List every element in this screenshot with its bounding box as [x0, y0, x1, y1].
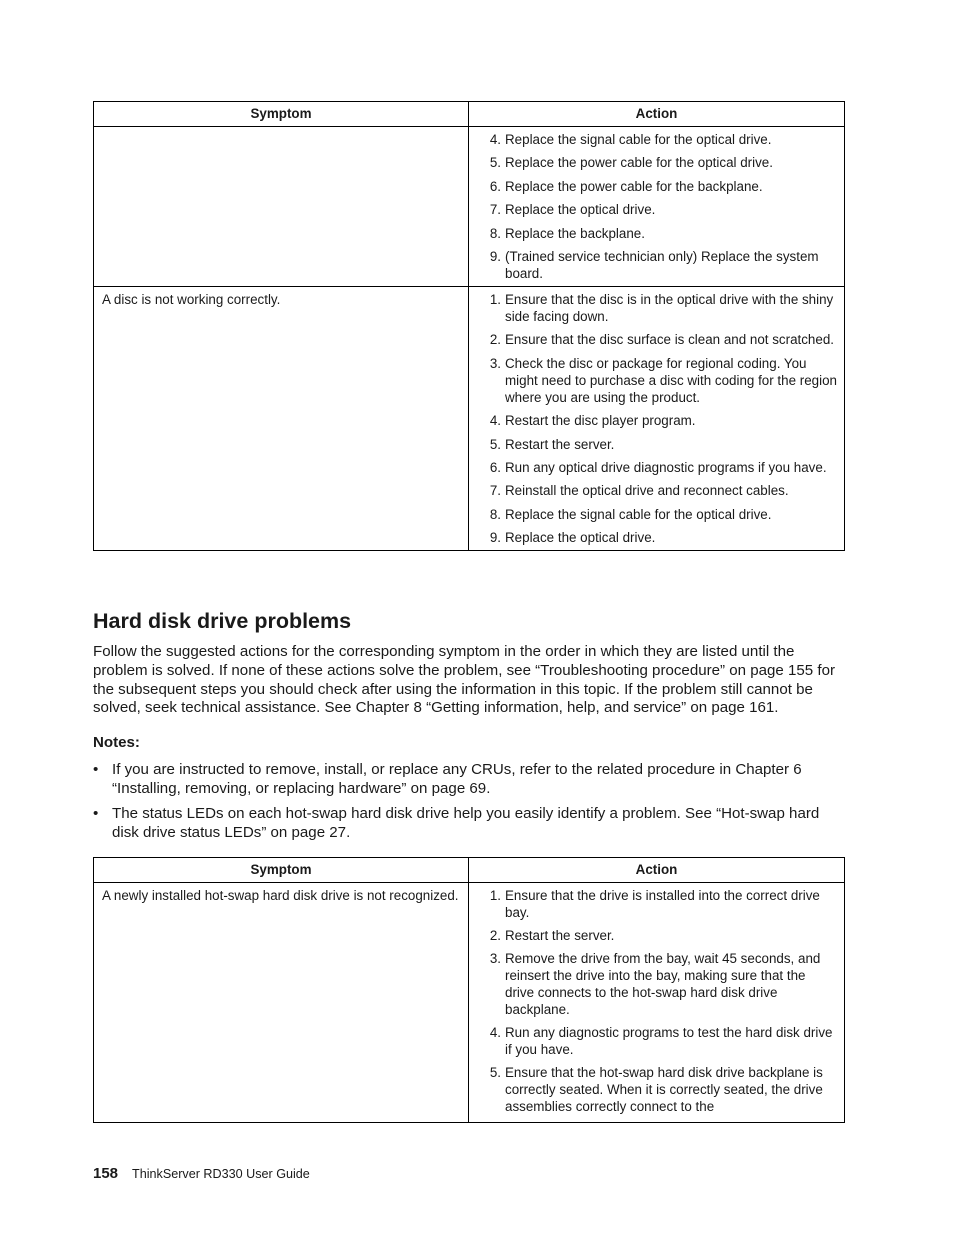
step-text: Reinstall the optical drive and reconnect cables.: [505, 483, 789, 499]
action-step: [475, 1024, 838, 1058]
notes-heading: Notes:: [93, 734, 140, 751]
step-text: Replace the power cable for the backplane.: [505, 178, 763, 194]
note-text: If you are instructed to remove, install, or replace any CRUs, refer to the related procedure in Chapter 6 “Installing, removing, or replacing hardware” on page 69.: [112, 761, 802, 797]
table-row: [94, 883, 845, 1123]
step-number: 8.: [489, 506, 501, 522]
action-step: [475, 355, 838, 406]
step-text: Replace the signal cable for the optical drive.: [505, 132, 772, 147]
step-text: Restart the server.: [505, 436, 615, 452]
bullet-icon: •: [93, 761, 99, 778]
step-number: 5.: [489, 1065, 501, 1080]
troubleshooting-table-hard-disk: [93, 857, 845, 1123]
symptom-cell: A newly installed hot-swap hard disk drive is not recognized.: [94, 883, 469, 1123]
step-number: 9.: [489, 530, 501, 546]
step-text: Remove the drive from the bay, wait 45 seconds, and reinsert the drive into the bay, making sure that the drive connects to the hot-swap hard disk drive backplane.: [505, 951, 821, 1017]
bullet-icon: •: [93, 804, 99, 822]
step-text: Replace the optical drive.: [505, 202, 656, 218]
step-text: Replace the signal cable for the optical drive.: [505, 506, 772, 522]
step-number: 3.: [489, 951, 501, 966]
action-steps: [475, 291, 838, 546]
action-step: [475, 459, 838, 476]
step-number: 6.: [489, 459, 501, 475]
step-text: Ensure that the disc surface is clean and not scratched.: [505, 332, 834, 348]
action-cell: [469, 883, 845, 1123]
action-step: [475, 950, 838, 1018]
page-number: 158: [93, 1165, 119, 1182]
action-step: [475, 529, 838, 546]
step-number: 2.: [489, 332, 501, 348]
step-number: 6.: [489, 178, 501, 194]
action-step: [475, 482, 838, 499]
step-number: 1.: [489, 888, 501, 903]
step-text: Restart the disc player program.: [505, 413, 696, 429]
notes-list: [93, 761, 845, 849]
action-column-header: Action: [469, 858, 845, 883]
action-step: [475, 225, 838, 242]
step-number: 5.: [489, 436, 501, 452]
action-step: [475, 1064, 838, 1115]
step-text: (Trained service technician only) Replace the system board.: [505, 248, 819, 281]
action-step: [475, 927, 838, 944]
symptom-cell: A disc is not working correctly.: [94, 286, 469, 550]
step-text: Check the disc or package for regional coding. You might need to purchase a disc with coding for the region where you are using the product.: [505, 355, 837, 405]
action-step: [475, 201, 838, 218]
table-header-row: [94, 102, 845, 127]
step-text: Ensure that the drive is installed into the correct drive bay.: [505, 888, 820, 920]
action-step: [475, 506, 838, 523]
action-step: [475, 887, 838, 921]
step-text: Run any diagnostic programs to test the hard disk drive if you have.: [505, 1025, 833, 1057]
note-item: [93, 805, 845, 843]
step-text: Restart the server.: [505, 928, 615, 943]
action-steps: [475, 131, 838, 282]
step-number: 4.: [489, 413, 501, 429]
table-row: [94, 127, 845, 287]
action-cell: [469, 127, 845, 287]
symptom-cell: [94, 127, 469, 287]
guide-title: ThinkServer RD330 User Guide: [132, 1167, 310, 1181]
step-number: 9.: [489, 248, 501, 264]
action-step: [475, 412, 838, 429]
action-column-header: Action: [469, 102, 845, 127]
action-cell: [469, 286, 845, 550]
step-number: 2.: [489, 928, 501, 943]
note-text: The status LEDs on each hot-swap hard disk drive help you easily identify a problem. See “Hot-swap hard disk drive status LEDs” on page 27.: [112, 804, 820, 841]
note-item: [93, 761, 845, 799]
step-number: 4.: [489, 132, 501, 147]
step-number: 7.: [489, 202, 501, 218]
table-header-row: [94, 858, 845, 883]
page-footer: [93, 1165, 310, 1183]
action-step: [475, 131, 838, 148]
step-text: Replace the power cable for the optical drive.: [505, 155, 773, 171]
step-number: 8.: [489, 225, 501, 241]
action-step: [475, 154, 838, 171]
action-step: [475, 331, 838, 348]
step-number: 1.: [489, 291, 501, 307]
symptom-column-header: Symptom: [94, 102, 469, 127]
step-number: 5.: [489, 155, 501, 171]
step-text: Ensure that the disc is in the optical drive with the shiny side facing down.: [505, 291, 834, 324]
symptom-column-header: Symptom: [94, 858, 469, 883]
table-row: [94, 286, 845, 550]
troubleshooting-table-optical: [93, 101, 845, 551]
action-step: [475, 291, 838, 325]
section-intro: Follow the suggested actions for the corresponding symptom in the order in which they are listed until the problem is solved. If none of these actions solve the problem, see “Troubleshooting procedure” on page 155 for the subsequent steps you should check after using the information in this topic. If the problem still cannot be solved, seek technical assistance. See Chapter 8 “Getting information, help, and service” on page 161.: [93, 643, 835, 717]
section-title: Hard disk drive problems: [93, 609, 352, 633]
step-number: 3.: [489, 355, 501, 371]
action-step: [475, 436, 838, 453]
action-step: [475, 178, 838, 195]
step-number: 7.: [489, 483, 501, 499]
step-text: Replace the backplane.: [505, 225, 645, 241]
step-text: Replace the optical drive.: [505, 530, 656, 546]
action-step: [475, 248, 838, 282]
step-text: Run any optical drive diagnostic programs if you have.: [505, 459, 827, 475]
action-steps: [475, 887, 838, 1115]
step-text: Ensure that the hot-swap hard disk drive backplane is correctly seated. When it is correctly seated, the drive assemblies correctly connect to the: [505, 1065, 823, 1114]
step-number: 4.: [489, 1025, 501, 1040]
